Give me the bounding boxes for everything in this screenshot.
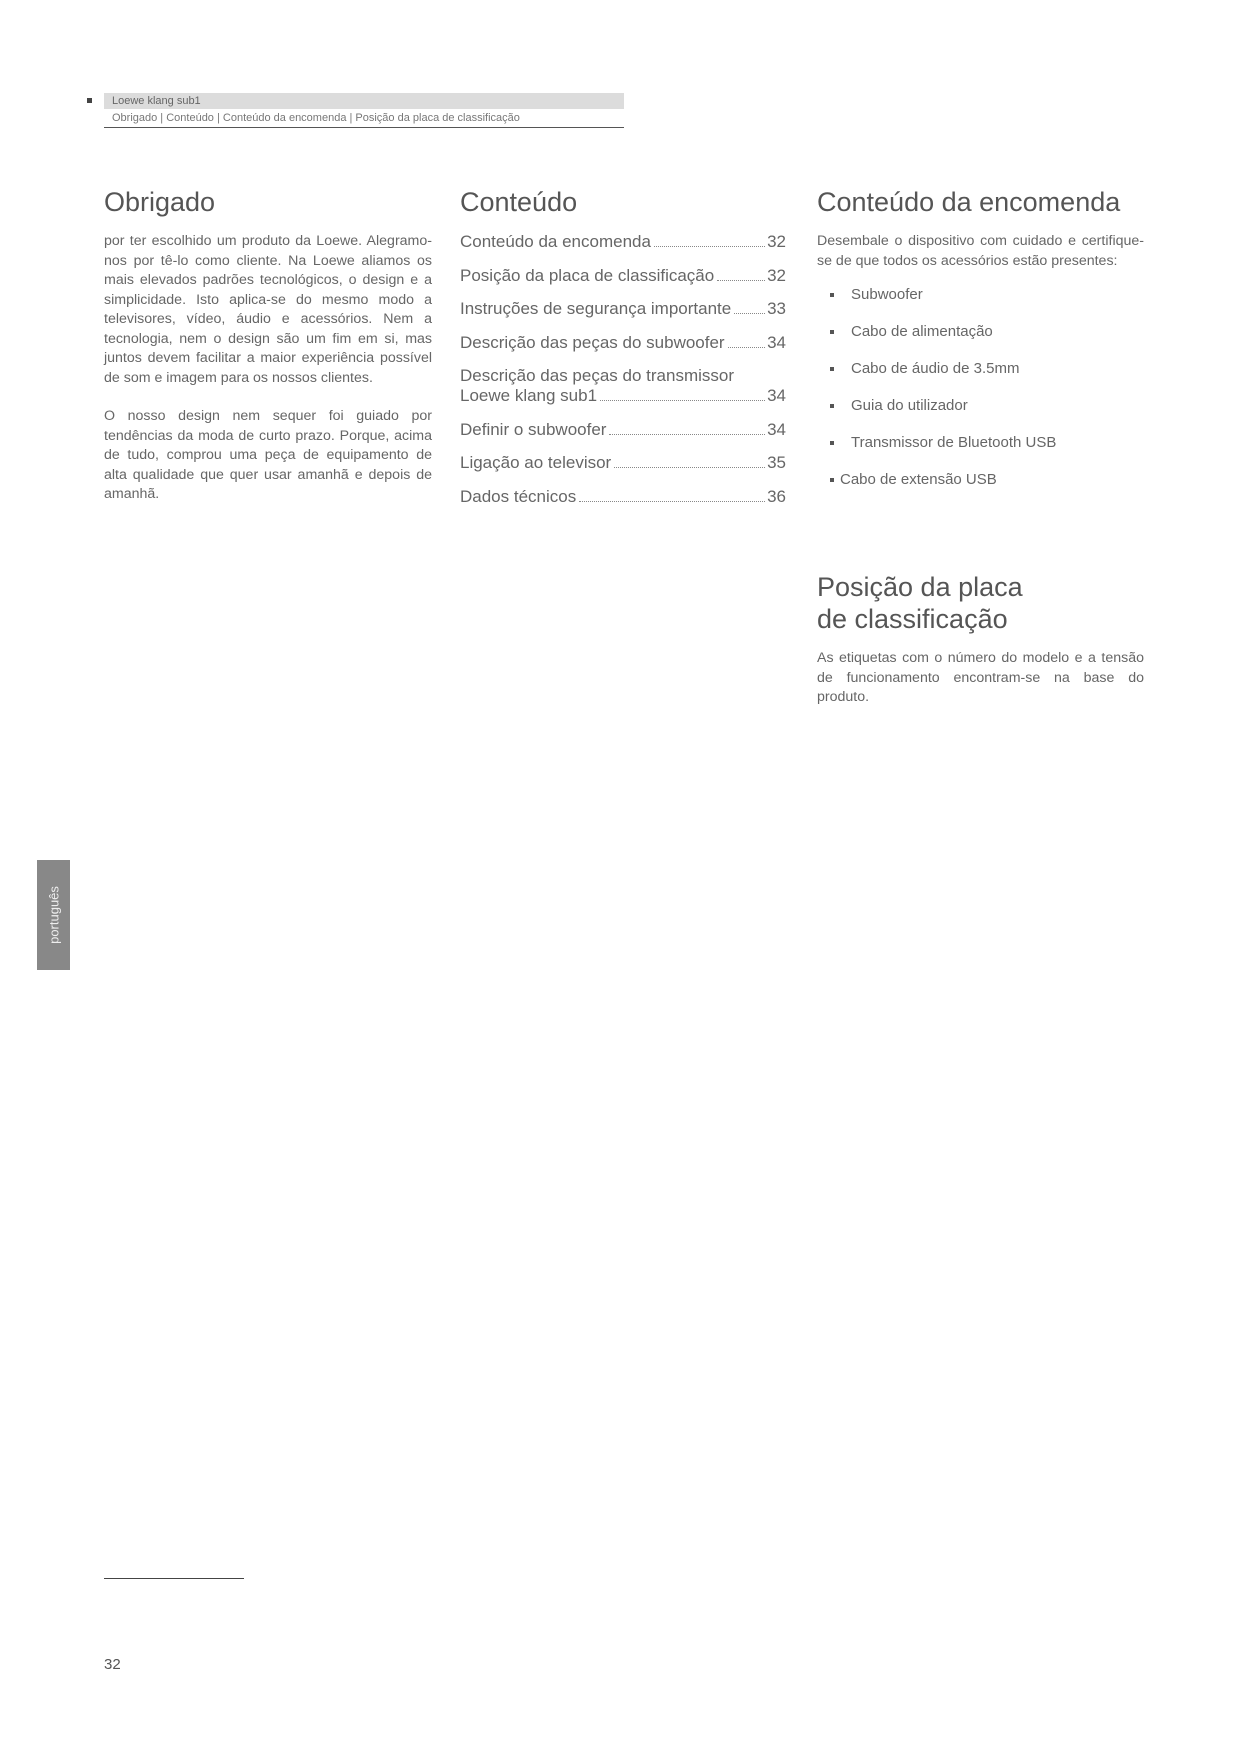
list-item-label: Guia do utilizador: [851, 397, 968, 414]
footer-rule: [104, 1578, 244, 1579]
toc-item[interactable]: [460, 232, 786, 252]
header-bullet: [87, 98, 92, 103]
toc-item[interactable]: [460, 366, 786, 406]
list-item: [817, 285, 1144, 305]
toc-item-page: 34: [767, 386, 786, 405]
thanks-paragraph-2: O nosso design nem sequer foi guiado por tendências da moda de curto prazo. Porque, acima de tudo, comprou uma peça de equipamento de alta qualidade que quer usar amanhã e depois de amanhã.: [104, 408, 432, 502]
toc-leader: [717, 280, 765, 281]
toc-item-page: 36: [767, 486, 786, 506]
toc-item-page: 34: [767, 332, 786, 352]
toc-item[interactable]: [460, 487, 786, 507]
toc-item-page: 32: [767, 265, 786, 285]
toc-item-page: 34: [767, 419, 786, 439]
toc-leader: [654, 246, 765, 247]
toc-item[interactable]: [460, 453, 786, 473]
rating-plate-text: As etiquetas com o número do modelo e a tensão de funcionamento encontram-se na base do produto.: [817, 650, 1144, 705]
page-header: [104, 93, 624, 128]
header-product: Loewe klang sub1: [104, 93, 624, 109]
toc-item[interactable]: [460, 266, 786, 286]
list-item-label: Cabo de áudio de 3.5mm: [851, 360, 1020, 377]
language-tab-label: português: [46, 886, 61, 944]
bullet-icon: [830, 367, 834, 371]
toc-title: Conteúdo: [460, 187, 578, 217]
list-item-label: Subwoofer: [851, 286, 923, 303]
toc-leader: [579, 501, 765, 502]
toc-section: [460, 186, 786, 520]
thanks-section: [104, 186, 432, 505]
bullet-icon: [830, 293, 834, 297]
toc-item-label: Ligação ao televisor: [460, 453, 612, 472]
thanks-paragraph-1: por ter escolhido um produto da Loewe. Alegramo-nos por tê-lo como cliente. Na Loewe aliamos os mais elevados padrões tecnológicos, o design e a simplicidade. Isto aplica-se do mesmo modo a televisores, vídeo, áudio e acessórios. Nem a tecnologia, nem o design são um fim em si, mas juntos devem facilitar a maior experiência possível de som e imagem para os nossos clientes.: [104, 233, 432, 386]
package-section: [817, 186, 1144, 507]
list-item-label: Cabo de alimentação: [851, 323, 993, 340]
toc-item-label: Conteúdo da encomenda: [460, 232, 651, 251]
language-tab: [37, 860, 70, 970]
toc-item-label: Descrição das peças do subwoofer: [460, 332, 725, 352]
bullet-icon: [830, 330, 834, 334]
toc-item-label: Dados técnicos: [460, 486, 577, 506]
list-item: [817, 396, 1144, 416]
toc-leader: [600, 400, 765, 401]
toc-item[interactable]: [460, 420, 786, 440]
toc-item[interactable]: [460, 333, 786, 353]
toc-item-label: Descrição das peças do transmissor: [460, 366, 735, 385]
toc-item-label: Posição da placa de classificação: [460, 265, 715, 285]
page-number: 32: [104, 1656, 121, 1673]
rating-plate-title: [817, 571, 1144, 635]
rating-plate-title-line1: Posição da placa: [817, 572, 1023, 602]
toc-leader: [734, 313, 765, 314]
toc-item-label: Definir o subwoofer: [460, 419, 607, 439]
list-item: [817, 433, 1144, 453]
list-item: [817, 470, 1144, 490]
toc-item-page: 32: [767, 232, 786, 251]
thanks-title: Obrigado: [104, 187, 216, 217]
toc-item-page: 33: [767, 299, 786, 318]
toc-leader: [728, 347, 765, 348]
toc-item-page: 35: [767, 453, 786, 472]
list-item-label: Transmissor de Bluetooth USB: [851, 434, 1057, 451]
package-list: [817, 285, 1144, 490]
toc-leader: [609, 434, 765, 435]
bullet-icon: [830, 404, 834, 408]
toc-leader: [614, 467, 765, 468]
list-item-label: Cabo de extensão USB: [840, 471, 997, 488]
package-intro: Desembale o dispositivo com cuidado e certifique-se de que todos os acessórios estão presentes:: [817, 233, 1144, 269]
package-title: Conteúdo da encomenda: [817, 187, 1121, 217]
bullet-icon: [830, 441, 834, 445]
toc-item-label-line2: Loewe klang sub1: [460, 386, 598, 405]
rating-plate-section: [817, 571, 1144, 708]
toc-item[interactable]: [460, 299, 786, 319]
bullet-icon: [830, 478, 834, 482]
list-item: [817, 359, 1144, 379]
list-item: [817, 322, 1144, 342]
toc-item-label: Instruções de segurança importante: [460, 299, 732, 318]
breadcrumb: Obrigado | Conteúdo | Conteúdo da encomenda | Posição da placa de classificação: [104, 109, 624, 128]
rating-plate-title-line2: de classificação: [817, 604, 1008, 634]
